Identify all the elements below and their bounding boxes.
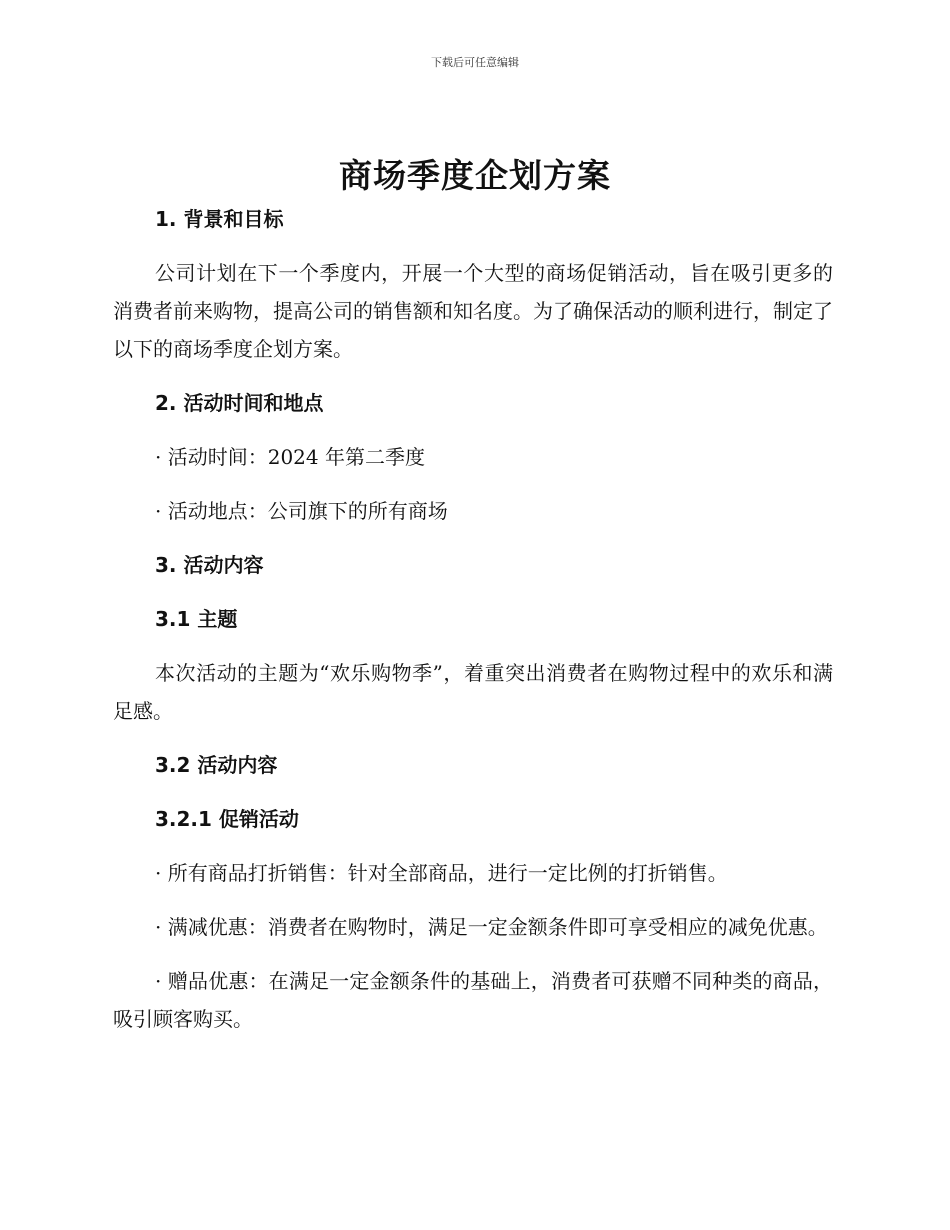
bullet-discount-sale: · 所有商品打折销售：针对全部商品，进行一定比例的打折销售。: [155, 861, 728, 885]
paragraph-background: 公司计划在下一个季度内，开展一个大型的商场促销活动，旨在吸引更多的消费者前来购物，提高公司的销售额和知名度。为了确保活动的顺利进行，制定了以下的商场季度企划方案。: [113, 261, 833, 361]
bullet-activity-time: · 活动时间：2024 年第二季度: [155, 445, 425, 469]
subsection-heading-activity-content: 3.2 活动内容: [155, 753, 278, 777]
paragraph-theme: 本次活动的主题为“欢乐购物季”，着重突出消费者在购物过程中的欢乐和满足感。: [113, 661, 833, 723]
section-heading-activity-content: 3. 活动内容: [155, 553, 264, 577]
document-title: 商场季度企划方案: [339, 156, 611, 195]
bullet-activity-place: · 活动地点：公司旗下的所有商场: [155, 499, 448, 523]
section-heading-background: 1. 背景和目标: [155, 207, 284, 231]
header-note: 下载后可任意编辑: [431, 56, 519, 69]
document-body: [113, 200, 833, 1038]
bullet-gift-offer: · 赠品优惠：在满足一定金额条件的基础上，消费者可获赠不同种类的商品，吸引顾客购买。: [113, 969, 833, 1031]
bullet-full-reduction: · 满减优惠：消费者在购物时，满足一定金额条件即可享受相应的减免优惠。: [155, 915, 828, 939]
subsection-heading-promotion: 3.2.1 促销活动: [155, 807, 299, 831]
section-heading-time-place: 2. 活动时间和地点: [155, 391, 324, 415]
subsection-heading-theme: 3.1 主题: [155, 607, 238, 631]
